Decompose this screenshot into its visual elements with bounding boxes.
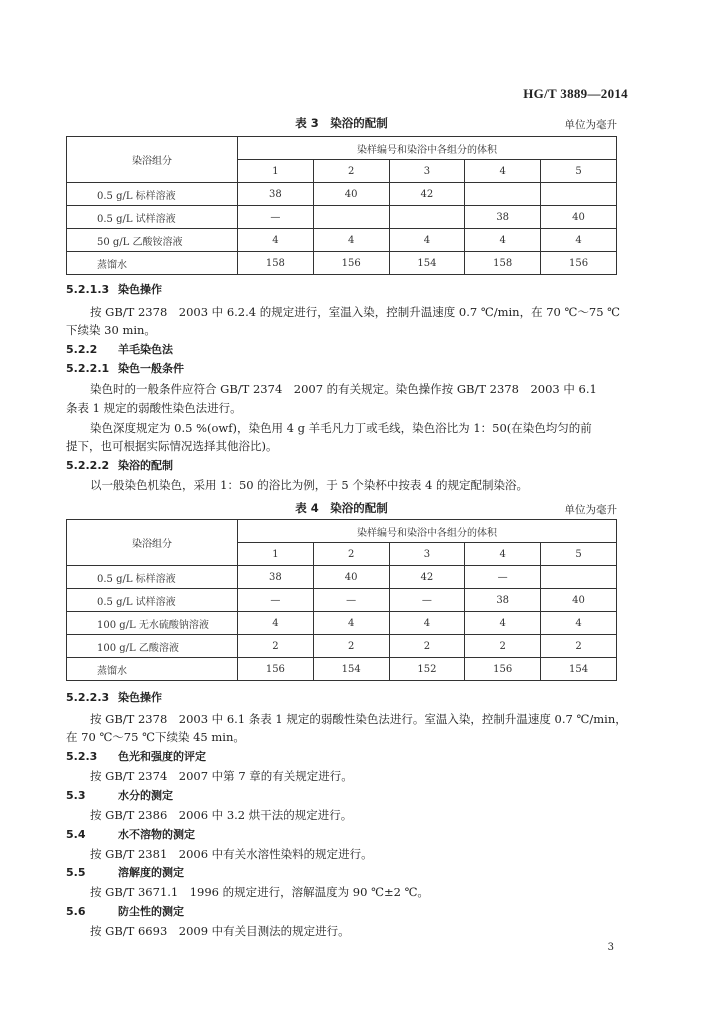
table-cell: 38 [465, 589, 541, 612]
table-cell: 2 [541, 635, 617, 658]
table-cell: 38 [465, 206, 541, 229]
table-col-header: 1 [238, 543, 314, 566]
section-title: 水分的测定 [118, 789, 173, 802]
table-cell: 40 [313, 183, 389, 206]
table-cell: 40 [541, 206, 617, 229]
table-cell: 154 [389, 252, 465, 275]
section-title: 水不溶物的测定 [118, 828, 195, 841]
section-title: 溶解度的测定 [118, 866, 184, 879]
table-cell: 156 [465, 658, 541, 681]
table-cell: 4 [389, 612, 465, 635]
table-cell: 152 [389, 658, 465, 681]
table-cell [465, 183, 541, 206]
section-heading [66, 282, 626, 298]
table-cell: 156 [238, 658, 314, 681]
section-number: 5.4 [66, 828, 86, 841]
section-number: 5.2.2 [66, 343, 98, 356]
table-row [67, 589, 617, 612]
table-col-header: 5 [541, 160, 617, 183]
table-row [67, 183, 617, 206]
table-cell: 4 [313, 612, 389, 635]
table-col-header: 4 [465, 543, 541, 566]
table-cell: 42 [389, 183, 465, 206]
table4 [66, 519, 617, 681]
table-cell: — [238, 589, 314, 612]
section-heading [66, 904, 626, 920]
table-cell [541, 566, 617, 589]
table-col-header: 2 [313, 160, 389, 183]
section-title: 染浴的配制 [118, 459, 173, 472]
section-number: 5.5 [66, 866, 86, 879]
table-header-component: 染浴组分 [67, 137, 238, 183]
table-row [67, 229, 617, 252]
section-heading [66, 749, 626, 765]
paragraph-line: 按 GB/T 2378 2003 中 6.2.4 的规定进行，室温入染，控制升温速度 0.7 ℃/min，在 70 ℃～75 ℃ [90, 305, 621, 319]
table-cell: 2 [313, 635, 389, 658]
table-cell: 40 [541, 589, 617, 612]
section-heading [66, 788, 626, 804]
section-heading [66, 361, 626, 377]
paragraph-line: 在 70 ℃～75 ℃下续染 45 min。 [66, 730, 245, 744]
section-number: 5.2.1.3 [66, 283, 110, 296]
page-number: 3 [607, 942, 614, 953]
table-col-header: 5 [541, 543, 617, 566]
table-cell: 38 [238, 566, 314, 589]
table-header-row [67, 137, 617, 160]
table3-caption: 表 3 染浴的配制 [295, 116, 388, 130]
table-col-header: 3 [389, 543, 465, 566]
table-row [67, 206, 617, 229]
table-row [67, 252, 617, 275]
section-heading [66, 865, 626, 881]
table-col-header: 1 [238, 160, 314, 183]
component-name: 蒸馏水 [67, 252, 238, 275]
document-code: HG/T 3889—2014 [523, 86, 628, 101]
table3 [66, 136, 617, 275]
section-title: 色光和强度的评定 [118, 750, 206, 763]
table-cell: — [389, 589, 465, 612]
table-cell: — [313, 589, 389, 612]
table-cell: 4 [238, 612, 314, 635]
table-row [67, 612, 617, 635]
paragraph-line: 按 GB/T 2381 2006 中有关水溶性染料的规定进行。 [90, 847, 373, 861]
table-header-component: 染浴组分 [67, 520, 238, 566]
paragraph-line: 按 GB/T 3671.1 1996 的规定进行，溶解温度为 90 ℃±2 ℃。 [90, 885, 429, 899]
table-cell: 4 [313, 229, 389, 252]
table-cell: 38 [238, 183, 314, 206]
section-title: 染色一般条件 [118, 362, 184, 375]
component-name: 0.5 g/L 试样溶液 [67, 206, 238, 229]
table-cell: 156 [313, 252, 389, 275]
table-col-header: 2 [313, 543, 389, 566]
table-cell: 156 [541, 252, 617, 275]
table-cell: 4 [465, 229, 541, 252]
component-name: 0.5 g/L 标样溶液 [67, 566, 238, 589]
paragraph-line: 下续染 30 min。 [66, 323, 156, 337]
section-title: 染色操作 [118, 283, 162, 296]
component-name: 0.5 g/L 标样溶液 [67, 183, 238, 206]
table-row [67, 635, 617, 658]
table-cell: 4 [541, 612, 617, 635]
paragraph-line: 按 GB/T 2374 2007 中第 7 章的有关规定进行。 [90, 769, 353, 783]
section-title: 防尘性的测定 [118, 905, 184, 918]
section-title: 羊毛染色法 [118, 343, 173, 356]
table-col-header: 4 [465, 160, 541, 183]
table-cell: 2 [238, 635, 314, 658]
component-name: 50 g/L 乙酸铵溶液 [67, 229, 238, 252]
table4-caption: 表 4 染浴的配制 [295, 501, 388, 515]
table-col-header: 3 [389, 160, 465, 183]
table-cell: 4 [541, 229, 617, 252]
component-name: 100 g/L 无水硫酸钠溶液 [67, 612, 238, 635]
section-number: 5.2.3 [66, 750, 98, 763]
table-cell: — [238, 206, 314, 229]
section-title: 染色操作 [118, 691, 162, 704]
table-cell: 4 [238, 229, 314, 252]
table-cell: 2 [389, 635, 465, 658]
paragraph-line: 以一般染色机染色，采用 1：50 的浴比为例，于 5 个染杯中按表 4 的规定配制染浴。 [90, 478, 529, 492]
section-heading [66, 827, 626, 843]
section-number: 5.2.2.3 [66, 691, 110, 704]
table-cell: 40 [313, 566, 389, 589]
component-name: 0.5 g/L 试样溶液 [67, 589, 238, 612]
table-cell: 154 [541, 658, 617, 681]
table-cell: 42 [389, 566, 465, 589]
table-header-row [67, 520, 617, 543]
table-cell: 158 [238, 252, 314, 275]
table-cell: — [465, 566, 541, 589]
section-heading [66, 342, 626, 358]
table-row [67, 658, 617, 681]
paragraph-line: 按 GB/T 2386 2006 中 3.2 烘干法的规定进行。 [90, 808, 353, 822]
paragraph-line: 按 GB/T 6693 2009 中有关目测法的规定进行。 [90, 924, 350, 938]
paragraph-line: 条表 1 规定的弱酸性染色法进行。 [66, 401, 242, 415]
section-number: 5.2.2.1 [66, 362, 110, 375]
section-number: 5.3 [66, 789, 86, 802]
table-row [67, 566, 617, 589]
table-cell: 4 [465, 612, 541, 635]
table-cell [541, 183, 617, 206]
table-cell: 2 [465, 635, 541, 658]
table-cell: 4 [389, 229, 465, 252]
table-cell: 154 [313, 658, 389, 681]
table-cell [313, 206, 389, 229]
paragraph-line: 染色时的一般条件应符合 GB/T 2374 2007 的有关规定。染色操作按 GB/T 2378 2003 中 6.1 [90, 382, 597, 396]
section-number: 5.6 [66, 905, 86, 918]
paragraph-line: 染色深度规定为 0.5 %(owf)，染色用 4 g 羊毛凡力丁或毛线，染色浴比为 1：50(在染色均匀的前 [90, 421, 592, 435]
section-heading [66, 458, 626, 474]
component-name: 蒸馏水 [67, 658, 238, 681]
section-number: 5.2.2.2 [66, 459, 110, 472]
table4-unit: 单位为毫升 [564, 504, 617, 516]
component-name: 100 g/L 乙酸溶液 [67, 635, 238, 658]
table-header-group: 染样编号和染浴中各组分的体积 [238, 137, 617, 160]
paragraph-line: 按 GB/T 2378 2003 中 6.1 条表 1 规定的弱酸性染色法进行。室温入染，控制升温速度 0.7 ℃/min， [90, 712, 627, 726]
section-heading [66, 690, 626, 706]
table-header-group: 染样编号和染浴中各组分的体积 [238, 520, 617, 543]
paragraph-line: 提下，也可根据实际情况选择其他浴比)。 [66, 439, 278, 453]
table3-unit: 单位为毫升 [564, 119, 617, 131]
table-cell: 158 [465, 252, 541, 275]
table-cell [389, 206, 465, 229]
